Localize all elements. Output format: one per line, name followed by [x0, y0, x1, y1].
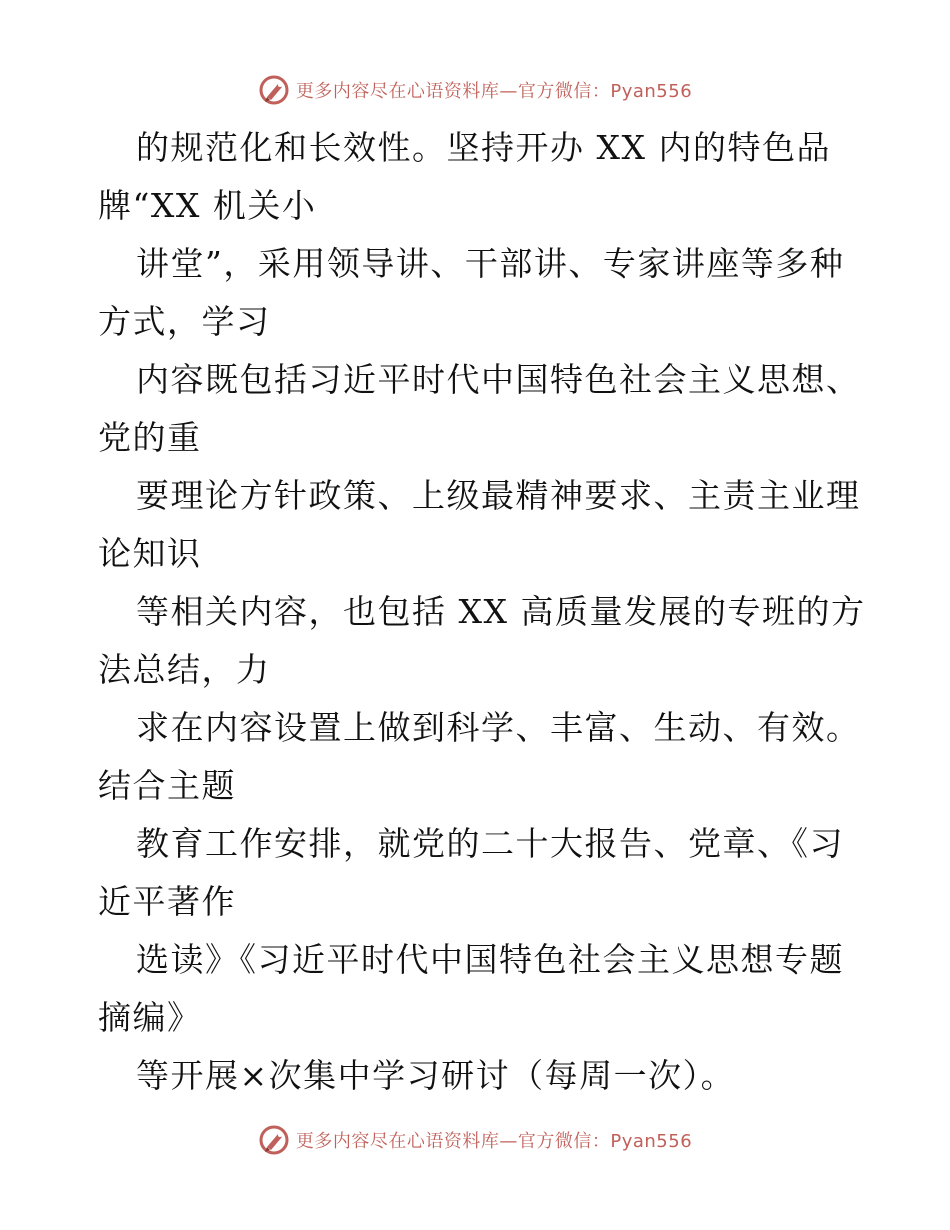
pen-logo-icon: [258, 74, 290, 106]
body-line: 教育工作安排，就党的二十大报告、党章、《习: [136, 824, 844, 863]
header-banner: [0, 72, 950, 108]
footer-banner-text: 更多内容尽在心语资料库—官方微信：Pyan556: [295, 1131, 693, 1152]
body-line: 法总结，力: [98, 650, 271, 689]
body-line: 选读》《习近平时代中国特色社会主义思想专题: [136, 940, 844, 979]
body-line: 要理论方针政策、上级最精神要求、主责主业理: [136, 476, 861, 515]
body-line: 党的重: [98, 418, 202, 457]
body-line: 牌“XX 机关小: [98, 186, 317, 225]
body-line: 求在内容设置上做到科学、丰富、生动、有效。: [136, 708, 861, 747]
body-line: 结合主题: [98, 766, 236, 805]
body-line: 论知识: [98, 534, 202, 573]
footer-banner: [0, 1122, 950, 1158]
pen-logo-icon: [258, 1124, 290, 1156]
body-line: 摘编》: [98, 998, 202, 1037]
body-line: 的规范化和长效性。坚持开办 XX 内的特色品: [136, 128, 831, 167]
body-line: 近平著作: [98, 882, 236, 921]
body-line: 讲堂”，采用领导讲、干部讲、专家讲座等多种: [136, 244, 845, 283]
body-line: 等相关内容，也包括 XX 高质量发展的专班的方: [136, 592, 866, 631]
body-line: 等开展×次集中学习研讨（每周一次）。: [136, 1056, 736, 1095]
header-banner-text: 更多内容尽在心语资料库—官方微信：Pyan556: [295, 81, 693, 102]
body-line: 方式，学习: [98, 302, 271, 341]
body-line: 内容既包括习近平时代中国特色社会主义思想、: [136, 360, 861, 399]
